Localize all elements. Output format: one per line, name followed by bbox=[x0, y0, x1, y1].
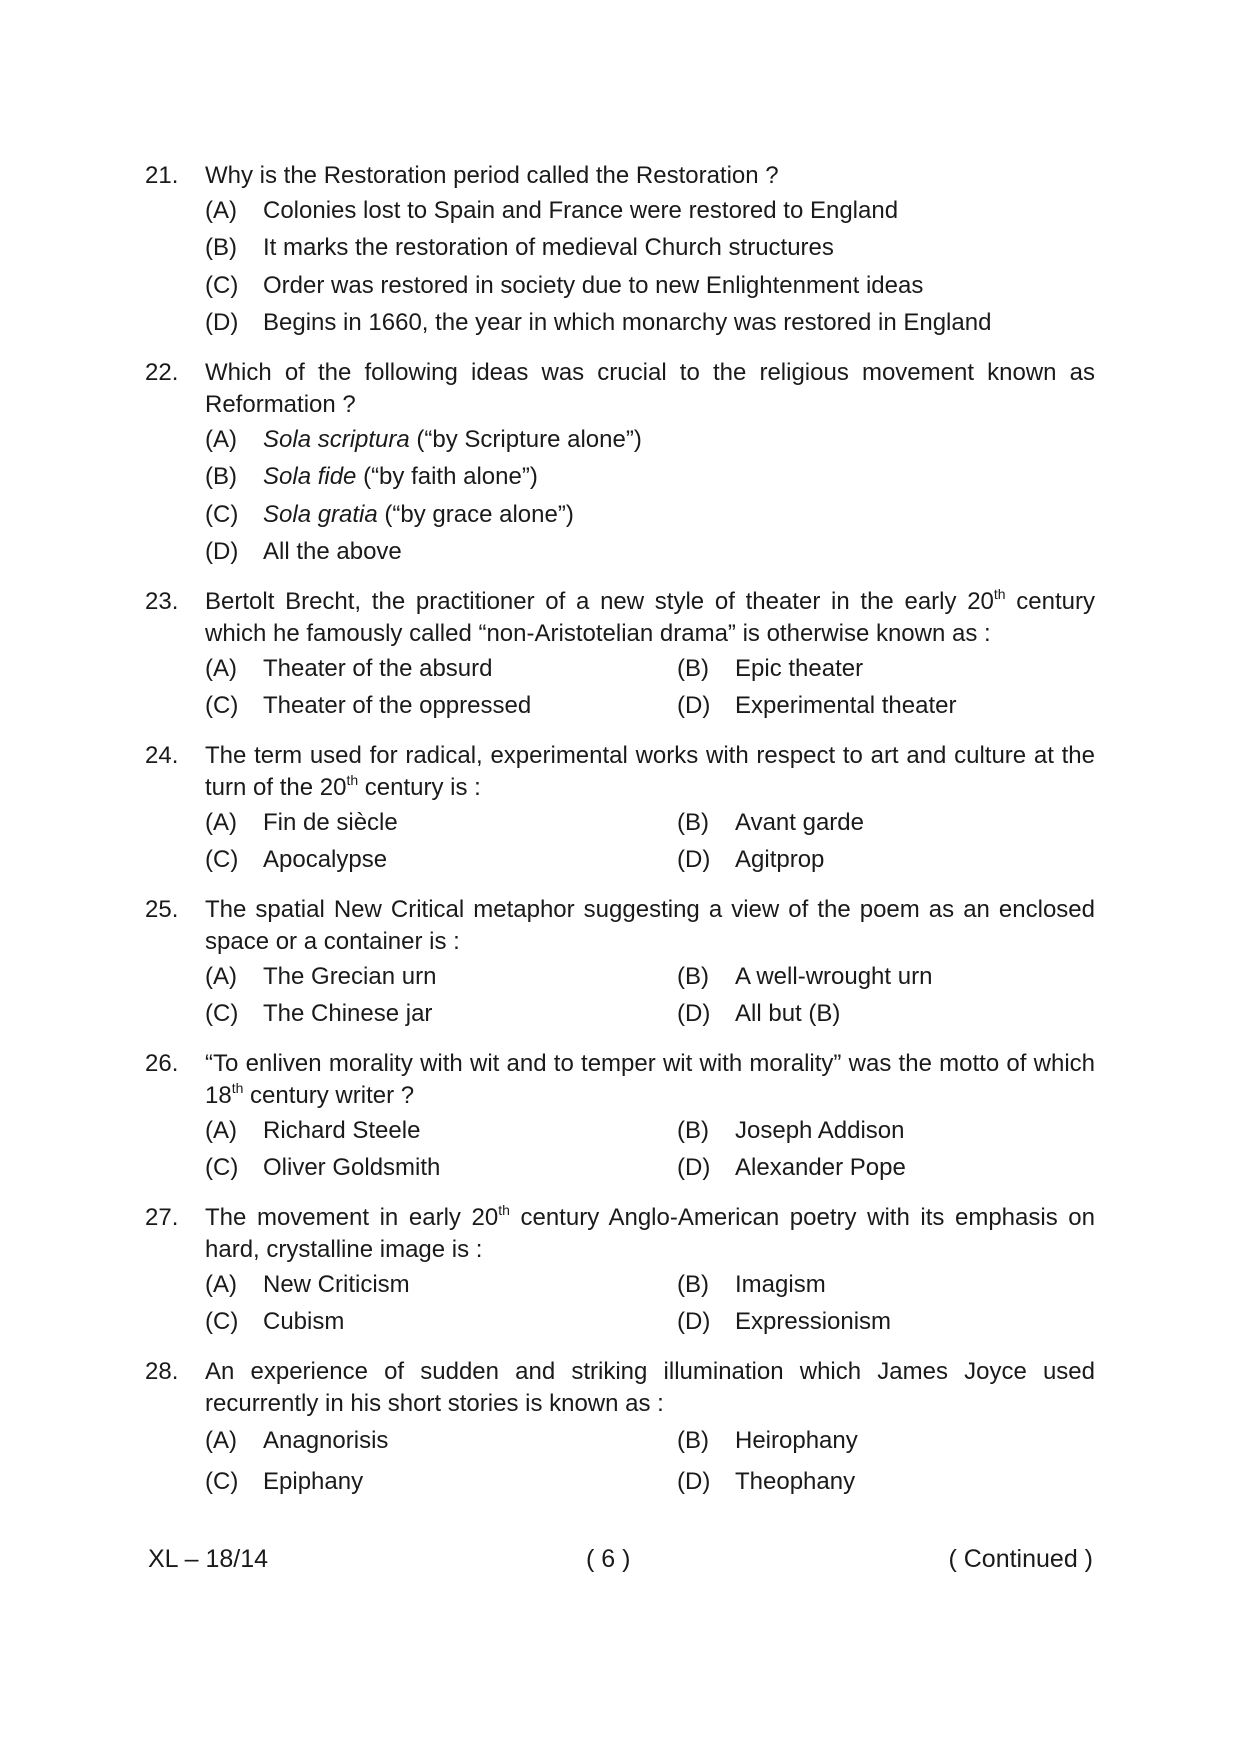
option-text: The Chinese jar bbox=[263, 1000, 433, 1028]
option-text: It marks the restoration of medieval Church structures bbox=[263, 234, 834, 262]
option-label: (B) bbox=[677, 808, 709, 836]
option-text: Avant garde bbox=[735, 808, 864, 836]
option-text: Epic theater bbox=[735, 654, 864, 682]
option-c bbox=[205, 1150, 677, 1188]
option-a bbox=[205, 421, 1095, 459]
option-b bbox=[677, 958, 1095, 996]
ordinal-suffix: th bbox=[993, 586, 1006, 603]
translation: (“by grace alone”) bbox=[377, 500, 574, 528]
option-c bbox=[205, 267, 1095, 305]
paper-code: XL – 18/14 bbox=[148, 1545, 269, 1573]
option-c bbox=[205, 1304, 677, 1342]
option-d bbox=[677, 1150, 1095, 1188]
translation: (“by faith alone”) bbox=[356, 463, 538, 491]
question-text-part: century writer ? bbox=[243, 1082, 415, 1109]
option-label: (D) bbox=[205, 538, 239, 566]
option-c bbox=[205, 996, 677, 1034]
option-label: (C) bbox=[205, 692, 239, 720]
option-a bbox=[205, 1112, 677, 1150]
option-label: (A) bbox=[205, 425, 237, 453]
latin-term: Sola gratia bbox=[263, 500, 378, 528]
question-number: 26. bbox=[145, 1050, 179, 1077]
option-b bbox=[205, 230, 1095, 268]
option-c bbox=[205, 496, 1095, 534]
question-text-part: The movement in early 20 bbox=[205, 1204, 499, 1231]
question-28 bbox=[145, 1356, 1095, 1502]
question-text bbox=[205, 586, 1095, 650]
option-label: (C) bbox=[205, 846, 239, 874]
question-27 bbox=[145, 1202, 1095, 1341]
option-c bbox=[205, 688, 677, 726]
option-d bbox=[677, 1304, 1095, 1342]
question-text-part: Bertolt Brecht, the practitioner of a new style of theater in the early 20 bbox=[205, 588, 994, 615]
option-label: (D) bbox=[205, 309, 239, 337]
ordinal-suffix: th bbox=[231, 1080, 244, 1097]
option-text: Fin de siècle bbox=[263, 808, 398, 836]
option-label: (D) bbox=[677, 1000, 711, 1028]
option-d bbox=[677, 842, 1095, 880]
page-number: ( 6 ) bbox=[586, 1545, 631, 1573]
option-a bbox=[205, 958, 677, 996]
option-label: (B) bbox=[677, 962, 709, 990]
question-text-part: The term used for radical, experimental works with respect to art and culture at the turn of the 20 bbox=[205, 742, 1095, 801]
option-b bbox=[677, 1112, 1095, 1150]
option-text: A well-wrought urn bbox=[735, 962, 933, 990]
option-label: (B) bbox=[205, 234, 237, 262]
option-text: Agitprop bbox=[735, 846, 825, 874]
option-b bbox=[677, 650, 1095, 688]
question-number: 23. bbox=[145, 588, 179, 615]
continued-note: ( Continued ) bbox=[948, 1545, 1093, 1573]
question-text: The spatial New Critical metaphor suggesting a view of the poem as an enclosed space or a container is : bbox=[205, 896, 1095, 955]
question-text bbox=[205, 1048, 1095, 1112]
question-text-part: century which he famously called “non-Aristotelian drama” is otherwise known as : bbox=[205, 588, 1095, 647]
option-d bbox=[677, 688, 1095, 726]
option-d bbox=[205, 534, 1095, 572]
question-number: 28. bbox=[145, 1358, 179, 1385]
option-text: Expressionism bbox=[735, 1308, 892, 1336]
ordinal-suffix: th bbox=[346, 772, 359, 789]
option-text: Order was restored in society due to new Enlightenment ideas bbox=[263, 271, 924, 299]
option-text: Experimental theater bbox=[735, 692, 957, 720]
option-text: Imagism bbox=[735, 1270, 826, 1298]
option-label: (D) bbox=[677, 846, 711, 874]
option-b bbox=[677, 1420, 1095, 1461]
option-label: (A) bbox=[205, 962, 237, 990]
question-23 bbox=[145, 586, 1095, 725]
option-label: (D) bbox=[677, 1154, 711, 1182]
option-b bbox=[677, 1266, 1095, 1304]
option-text: Heirophany bbox=[735, 1426, 858, 1454]
page-footer bbox=[148, 1545, 1093, 1574]
latin-term: Sola scriptura bbox=[263, 425, 410, 453]
question-21 bbox=[145, 160, 1095, 342]
option-text: Theophany bbox=[735, 1467, 856, 1495]
question-text-part: century is : bbox=[358, 774, 481, 801]
option-text: Theater of the oppressed bbox=[263, 692, 532, 720]
option-a bbox=[205, 1266, 677, 1304]
option-text: New Criticism bbox=[263, 1270, 410, 1298]
question-text: Why is the Restoration period called the Restoration ? bbox=[205, 162, 779, 189]
question-number: 21. bbox=[145, 162, 179, 189]
option-label: (C) bbox=[205, 1000, 239, 1028]
option-label: (D) bbox=[677, 692, 711, 720]
option-text: The Grecian urn bbox=[263, 962, 437, 990]
option-text: Oliver Goldsmith bbox=[263, 1154, 441, 1182]
option-label: (B) bbox=[677, 1270, 709, 1298]
option-label: (B) bbox=[205, 463, 237, 491]
question-26 bbox=[145, 1048, 1095, 1187]
latin-term: Sola fide bbox=[263, 463, 357, 491]
option-label: (A) bbox=[205, 1426, 237, 1454]
option-label: (D) bbox=[677, 1308, 711, 1336]
option-d bbox=[677, 996, 1095, 1034]
option-text: Anagnorisis bbox=[263, 1426, 389, 1454]
question-text-part: “To enliven morality with wit and to temper wit with morality” was the motto of which 18 bbox=[205, 1050, 1095, 1109]
option-a bbox=[205, 804, 677, 842]
option-a bbox=[205, 192, 1095, 230]
question-number: 27. bbox=[145, 1204, 179, 1231]
option-label: (C) bbox=[205, 1154, 239, 1182]
option-d bbox=[205, 305, 1095, 343]
option-text: Apocalypse bbox=[263, 846, 388, 874]
question-paper bbox=[145, 160, 1095, 1517]
question-text: An experience of sudden and striking illumination which James Joyce used recurrently in his short stories is known as : bbox=[205, 1358, 1095, 1417]
option-text: All the above bbox=[263, 538, 402, 566]
option-a bbox=[205, 650, 677, 688]
option-text: Begins in 1660, the year in which monarchy was restored in England bbox=[263, 309, 992, 337]
option-label: (B) bbox=[677, 1116, 709, 1144]
option-a bbox=[205, 1420, 677, 1461]
question-24 bbox=[145, 740, 1095, 879]
option-c bbox=[205, 842, 677, 880]
option-b bbox=[677, 804, 1095, 842]
option-label: (A) bbox=[205, 1116, 237, 1144]
option-label: (A) bbox=[205, 196, 237, 224]
question-text-part: century Anglo-American poetry with its emphasis on hard, crystalline image is : bbox=[205, 1204, 1096, 1263]
option-label: (D) bbox=[677, 1467, 711, 1495]
option-text bbox=[263, 499, 1095, 531]
option-text bbox=[263, 424, 1095, 456]
option-label: (A) bbox=[205, 808, 237, 836]
option-label: (C) bbox=[205, 1308, 239, 1336]
option-text: Richard Steele bbox=[263, 1116, 421, 1144]
option-label: (B) bbox=[677, 1426, 709, 1454]
option-label: (C) bbox=[205, 500, 239, 528]
question-text: Which of the following ideas was crucial to the religious movement known as Reformation ? bbox=[205, 359, 1095, 418]
option-label: (B) bbox=[677, 654, 709, 682]
option-label: (A) bbox=[205, 1270, 237, 1298]
question-text bbox=[205, 1202, 1095, 1266]
question-number: 25. bbox=[145, 896, 179, 923]
option-text: Cubism bbox=[263, 1308, 345, 1336]
question-text bbox=[205, 740, 1095, 804]
option-text: Epiphany bbox=[263, 1467, 364, 1495]
question-25 bbox=[145, 894, 1095, 1033]
option-text: Theater of the absurd bbox=[263, 654, 493, 682]
option-label: (C) bbox=[205, 1467, 239, 1495]
option-d bbox=[677, 1461, 1095, 1502]
ordinal-suffix: th bbox=[498, 1202, 510, 1219]
option-label: (A) bbox=[205, 654, 237, 682]
option-text: Alexander Pope bbox=[735, 1154, 906, 1182]
option-b bbox=[205, 459, 1095, 497]
question-number: 22. bbox=[145, 359, 179, 386]
option-text: Joseph Addison bbox=[735, 1116, 905, 1144]
translation: (“by Scripture alone”) bbox=[409, 425, 642, 453]
option-text: Colonies lost to Spain and France were restored to England bbox=[263, 196, 899, 224]
option-text: All but (B) bbox=[735, 1000, 841, 1028]
option-c bbox=[205, 1461, 677, 1502]
question-number: 24. bbox=[145, 742, 179, 769]
option-text bbox=[263, 461, 1095, 493]
option-label: (C) bbox=[205, 271, 239, 299]
question-22 bbox=[145, 357, 1095, 571]
